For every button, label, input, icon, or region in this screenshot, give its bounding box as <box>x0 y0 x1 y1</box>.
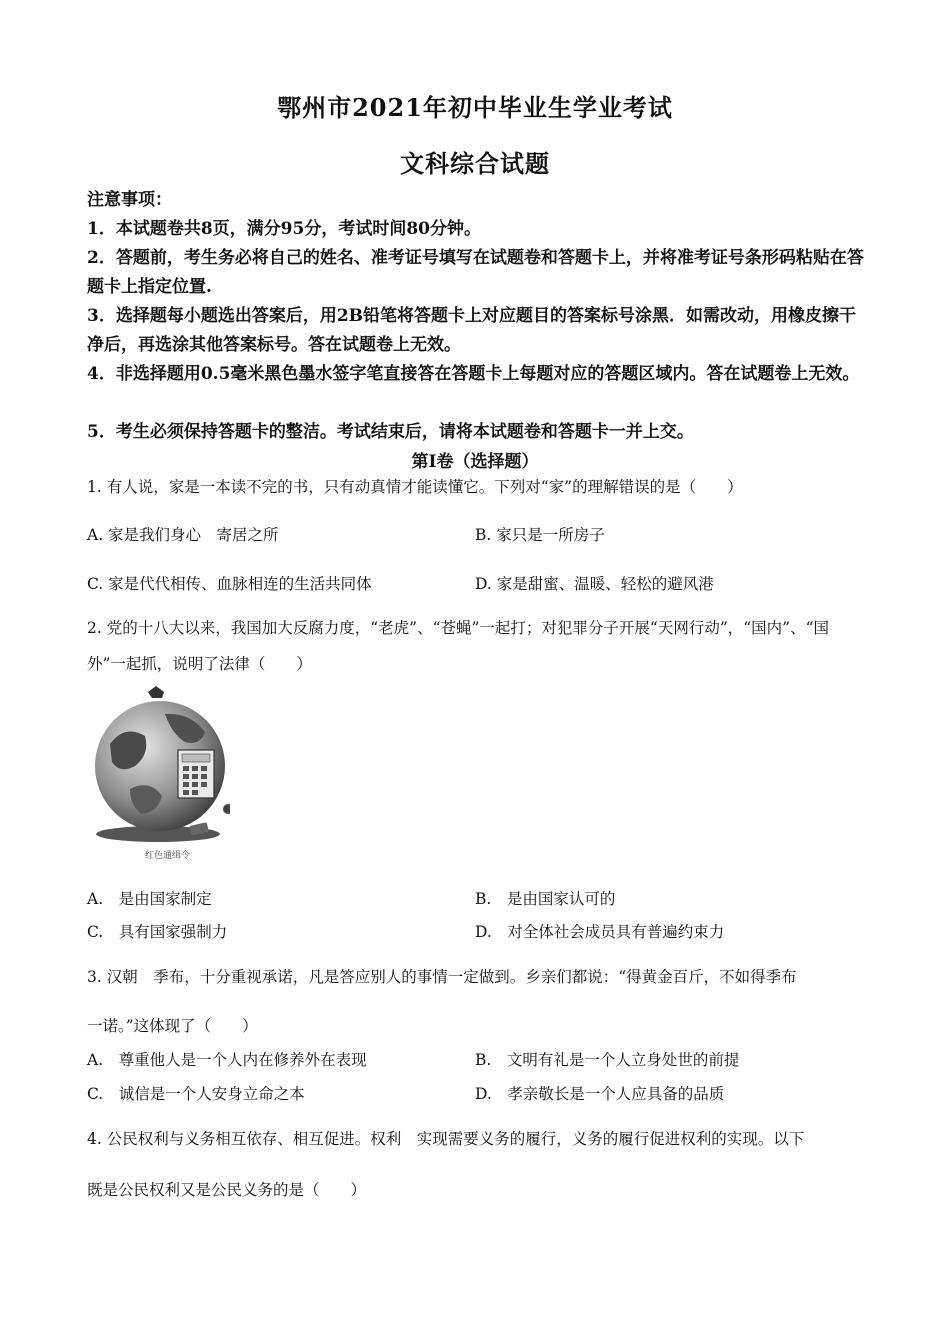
question-3-option-d: D. 孝亲敬长是一个人应具备的品质 <box>475 1085 725 1103</box>
question-1-option-b: B. 家只是一所房子 <box>475 526 605 544</box>
exam-title: 鄂州市2021年初中毕业生学业考试 <box>277 93 673 122</box>
notice-heading: 注意事项： <box>87 190 172 210</box>
question-1-option-a: A. 家是我们身心 寄居之所 <box>87 526 279 544</box>
question-2-option-b: B. 是由国家认可的 <box>475 890 616 908</box>
question-3-stem-line-2: 一诺。”这体现了（ ） <box>87 1017 258 1035</box>
question-2-option-a: A. 是由国家制定 <box>87 890 212 908</box>
question-4-stem-line-2: 既是公民权利又是公民义务的是（ ） <box>87 1181 367 1199</box>
notice-item-1: 1．本试题卷共8页，满分95分，考试时间80分钟。 <box>87 219 481 239</box>
red-notice-globe-illustration <box>90 684 230 864</box>
figure-caption: 红色通缉令 <box>145 851 191 861</box>
question-3-option-a: A. 尊重他人是一个人内在修养外在表现 <box>87 1051 367 1069</box>
question-3-option-b: B. 文明有礼是一个人立身处世的前提 <box>475 1051 740 1069</box>
question-1-option-d: D. 家是甜蜜、温暖、轻松的避风港 <box>475 575 714 593</box>
question-3-option-c: C. 诚信是一个人安身立命之本 <box>87 1085 305 1103</box>
notice-item-2: 2．答题前，考生务必将自己的姓名、准考证号填写在试题卷和答题卡上，并将准考证号条形码粘贴在答题卡上指定位置. <box>87 248 864 297</box>
question-2-stem: 2. 党的十八大以来，我国加大反腐力度，“老虎”、“苍蝇”一起打；对犯罪分子开展“天网行动”，“国内”、“国外”一起抓，说明了法律（ ） <box>87 619 830 673</box>
question-2-option-c: C. 具有国家强制力 <box>87 923 228 941</box>
question-1-option-c: C. 家是代代相传、血脉相连的生活共同体 <box>87 575 372 593</box>
question-1-stem: 1. 有人说，家是一本读不完的书，只有动真情才能读懂它。下列对“家”的理解错误的是（ ） <box>87 478 743 496</box>
question-3-stem-line-1: 3. 汉朝 季布，十分重视承诺，凡是答应别人的事情一定做到。乡亲们都说：“得黄金百斤，不如得季布 <box>87 968 797 986</box>
notice-item-4: 4．非选择题用0.5毫米黑色墨水签字笔直接答在答题卡上每题对应的答题区域内。答在试题卷上无效。 <box>87 364 860 384</box>
notice-item-5: 5．考生必须保持答题卡的整洁。考试结束后，请将本试题卷和答题卡一并上交。 <box>87 422 694 442</box>
question-4-stem-line-1: 4. 公民权利与义务相互依存、相互促进。权利 实现需要义务的履行，义务的履行促进权利的实现。以下 <box>87 1130 805 1148</box>
section-title: 第Ⅰ卷（选择题） <box>411 452 539 472</box>
notice-item-3: 3．选择题每小题选出答案后，用2B铅笔将答题卡上对应题目的答案标号涂黑．如需改动，用橡皮擦干净后，再选涂其他答案标号。答在试题卷上无效。 <box>87 306 857 355</box>
exam-subtitle: 文科综合试题 <box>400 149 550 178</box>
question-2-option-d: D. 对全体社会成员具有普遍约束力 <box>475 923 725 941</box>
